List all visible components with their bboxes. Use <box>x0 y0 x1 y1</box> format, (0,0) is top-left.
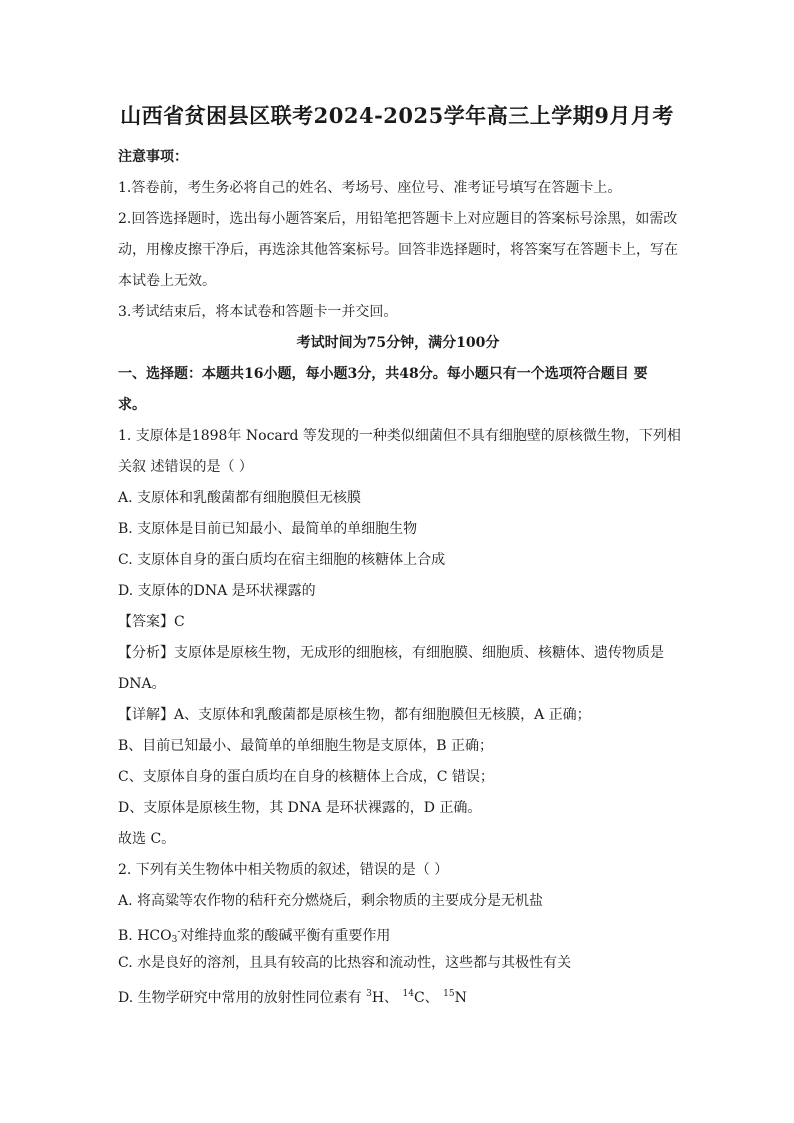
q1-stem-line-2: 关叙 述错误的是（ ） <box>118 459 253 475</box>
q2-option-a: A. 将高粱等农作物的秸秆充分燃烧后，剩余物质的主要成分是无机盐 <box>118 893 544 909</box>
q2-option-d-end: N <box>454 990 467 1006</box>
q1-answer: 【答案】C <box>118 614 185 630</box>
q1-option-b: B. 支原体是目前已知最小、最简单的单细胞生物 <box>118 521 418 537</box>
q1-option-a: A. 支原体和乳酸菌都有细胞膜但无核膜 <box>118 490 362 506</box>
q2-option-b-subscript: 3 <box>171 935 178 945</box>
q2-option-d-mid-1: H、 <box>371 990 399 1006</box>
q1-detail-4: D、支原体是原核生物，其 DNA 是环状裸露的，D 正确。 <box>118 800 482 816</box>
section-heading-line-2: 求。 <box>118 397 146 413</box>
q2-option-d-mid-2: C、 <box>413 990 439 1006</box>
page-title: 山西省贫困县区联考2024-2025学年高三上学期9月月考 <box>120 103 674 128</box>
exam-info: 考试时间为75分钟，满分100分 <box>296 335 500 351</box>
q2-option-b-suffix: 对维持血浆的酸碱平衡有重要作用 <box>180 928 391 944</box>
q2-option-b <box>118 917 678 948</box>
notice-item-2-line-1: 2.回答选择题时，选出每小题答案后，用铅笔把答题卡上对应题目的答案标号涂黑，如需改 <box>118 211 678 227</box>
q1-analysis-line-2: DNA。 <box>118 676 166 692</box>
q1-detail-3: C、支原体自身的蛋白质均在自身的核糖体上合成，C 错误； <box>118 769 494 785</box>
q1-analysis-line-1: 【分析】支原体是原核生物，无成形的细胞核，有细胞膜、细胞质、核糖体、遗传物质是 <box>118 645 664 661</box>
q1-option-d: D. 支原体的DNA 是环状裸露的 <box>118 583 316 599</box>
notice-item-2-line-3: 本试卷上无效。 <box>118 273 216 289</box>
notice-item-3: 3.考试结束后，将本试卷和答题卡一并交回。 <box>118 304 398 320</box>
q1-option-c: C. 支原体自身的蛋白质均在宿主细胞的核糖体上合成 <box>118 552 446 568</box>
q1-detail-1: 【详解】A、支原体和乳酸菌都是原核生物，都有细胞膜但无核膜，A 正确； <box>118 707 591 723</box>
q1-detail-2: B、目前已知最小、最简单的单细胞生物是支原体，B 正确； <box>118 738 494 754</box>
document-body <box>118 142 681 1010</box>
q2-option-c: C. 水是良好的溶剂，且具有较高的比热容和流动性，这些都与其极性有关 <box>118 955 572 971</box>
notice-item-2-line-2: 动，用橡皮擦干净后，再选涂其他答案标号。回答非选择题时，将答案写在答题卡上，写在 <box>118 242 678 258</box>
q2-option-d-sup-2: 14 <box>402 989 414 999</box>
q2-option-b-superscript: - <box>177 927 181 937</box>
q2-stem: 2. 下列有关生物体中相关物质的叙述，错误的是（ ） <box>118 862 449 878</box>
q2-option-b-prefix: B. HCO <box>118 928 172 944</box>
q1-conclusion: 故选 C。 <box>118 831 176 847</box>
notice-heading: 注意事项： <box>118 149 188 165</box>
q1-stem-line-1: 1. 支原体是1898年 Nocard 等发现的一种类似细菌但不具有细胞壁的原核微生物，下列相 <box>118 428 681 444</box>
q2-option-d-prefix: D. 生物学研究中常用的放射性同位素有 <box>118 990 362 1006</box>
section-heading-line-1: 一、选择题：本题共16小题，每小题3分，共48分。每小题只有一个选项符合题目 要 <box>118 366 648 382</box>
q2-option-d-sup-1: 3 <box>366 989 372 999</box>
notice-item-1: 1.答卷前，考生务必将自己的姓名、考场号、座位号、准考证号填写在答题卡上。 <box>118 180 622 196</box>
q2-option-d <box>118 979 678 1010</box>
q2-option-d-sup-3: 15 <box>443 989 455 999</box>
